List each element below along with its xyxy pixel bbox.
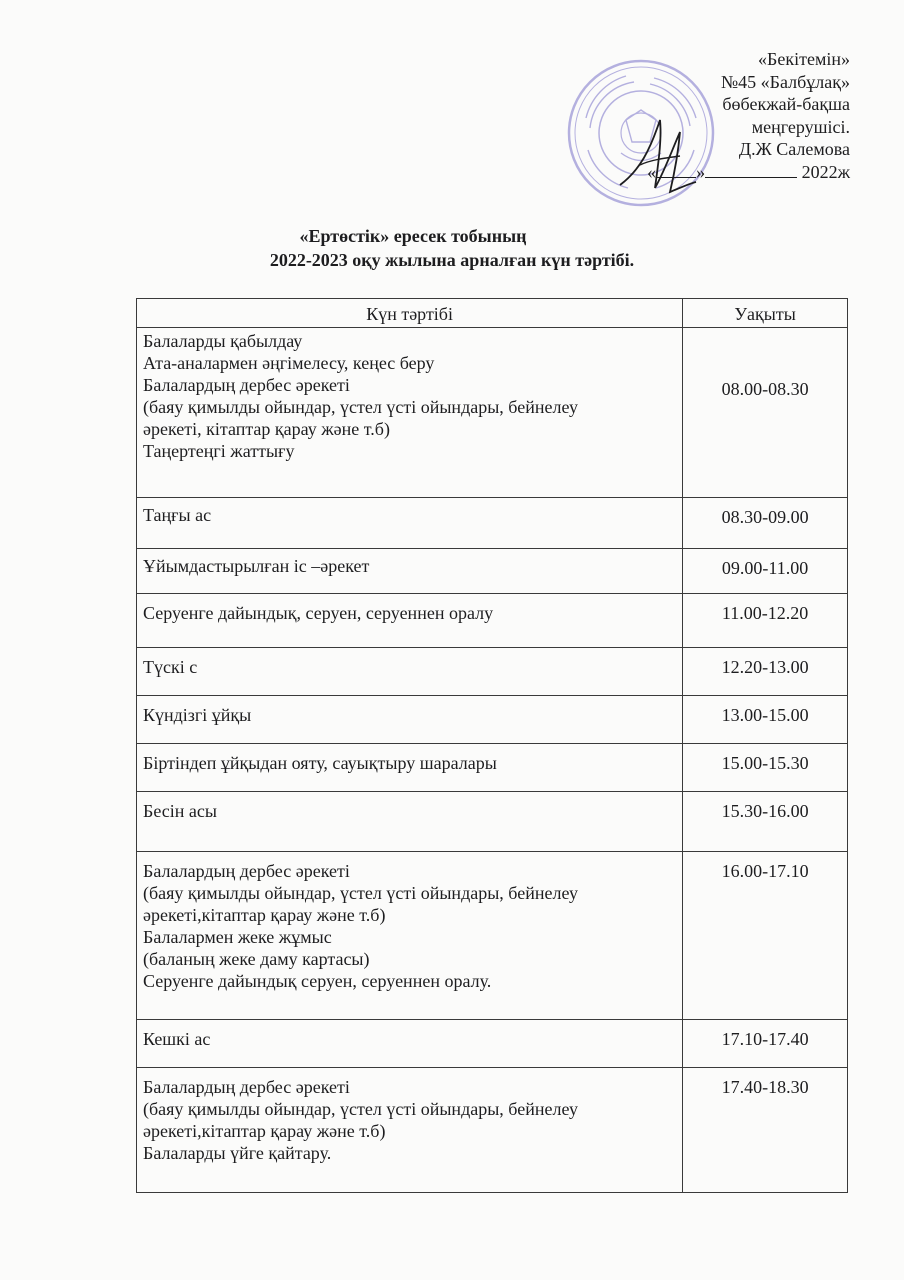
activity-line: Балалардың дербес әрекеті bbox=[143, 1077, 350, 1097]
time-cell: 17.40-18.30 bbox=[683, 1068, 848, 1193]
table-row bbox=[137, 549, 848, 594]
activity-cell bbox=[137, 328, 683, 498]
time-cell: 11.00-12.20 bbox=[683, 594, 848, 648]
table-row bbox=[137, 696, 848, 744]
table-row bbox=[137, 328, 848, 498]
activity-line: Түскі с bbox=[143, 657, 198, 677]
activity-cell bbox=[137, 792, 683, 852]
time-cell: 12.20-13.00 bbox=[683, 648, 848, 696]
activity-line: Балалардың дербес әрекеті bbox=[143, 861, 350, 881]
time-cell: 09.00-11.00 bbox=[683, 549, 848, 594]
table-row bbox=[137, 498, 848, 549]
activity-line: әрекеті,кітаптар қарау және т.б) bbox=[143, 1121, 386, 1141]
activity-line: Кешкі ас bbox=[143, 1029, 211, 1049]
activity-cell bbox=[137, 594, 683, 648]
time-cell: 13.00-15.00 bbox=[683, 696, 848, 744]
date-open-quote: « bbox=[647, 161, 657, 182]
table-row bbox=[137, 792, 848, 852]
table-header-row bbox=[137, 299, 848, 328]
activity-line: Серуенге дайындық, серуен, серуеннен оралу bbox=[143, 603, 494, 623]
activity-line: әрекеті, кітаптар қарау және т.б) bbox=[143, 419, 390, 439]
activity-line: Күндізгі ұйқы bbox=[143, 705, 252, 725]
activity-cell bbox=[137, 549, 683, 594]
time-cell: 08.00-08.30 bbox=[683, 328, 848, 498]
header-activity: Күн тәртібі bbox=[137, 299, 683, 328]
date-day-blank bbox=[656, 161, 696, 178]
approval-line: Д.Ж Салемова bbox=[738, 139, 850, 159]
activity-cell bbox=[137, 696, 683, 744]
activity-line: Балалардың дербес әрекеті bbox=[143, 375, 350, 395]
activity-line: Ұйымдастырылған іс –әрекет bbox=[143, 556, 370, 576]
activity-cell bbox=[137, 744, 683, 792]
activity-line: Серуенге дайындық серуен, серуеннен оралу. bbox=[143, 971, 492, 991]
date-close-quote: » bbox=[696, 161, 706, 182]
title-line-2: 2022-2023 оқу жылына арналған күн тәртібі. bbox=[269, 250, 635, 270]
approval-line: бөбекжай-бақша bbox=[722, 94, 850, 114]
time-cell: 15.30-16.00 bbox=[683, 792, 848, 852]
activity-line: (баланың жеке даму картасы) bbox=[143, 949, 370, 969]
table-row bbox=[137, 744, 848, 792]
activity-cell bbox=[137, 648, 683, 696]
activity-line: Ата-аналармен әңгімелесу, кеңес беру bbox=[143, 353, 435, 373]
activity-cell bbox=[137, 852, 683, 1020]
date-year: 2022ж bbox=[801, 161, 850, 182]
activity-cell bbox=[137, 1020, 683, 1068]
activity-line: Таңертеңгі жаттығу bbox=[143, 441, 295, 461]
time-cell: 16.00-17.10 bbox=[683, 852, 848, 1020]
table-row bbox=[137, 852, 848, 1020]
activity-line: (баяу қимылды ойындар, үстел үсті ойындары, бейнелеу bbox=[143, 883, 578, 903]
activity-line: Балалармен жеке жұмыс bbox=[143, 927, 332, 947]
activity-line: Балаларды үйге қайтару. bbox=[143, 1143, 332, 1163]
table-row bbox=[137, 594, 848, 648]
activity-line: Балаларды қабылдау bbox=[143, 331, 303, 351]
time-cell: 15.00-15.30 bbox=[683, 744, 848, 792]
approval-date-line bbox=[590, 161, 850, 184]
date-month-blank bbox=[705, 161, 797, 178]
title-line-1: «Ертөстік» ересек тобының bbox=[299, 226, 527, 246]
time-cell: 17.10-17.40 bbox=[683, 1020, 848, 1068]
table-row bbox=[137, 1020, 848, 1068]
activity-line: (баяу қимылды ойындар, үстел үсті ойындары, бейнелеу bbox=[143, 397, 578, 417]
approval-line: №45 «Балбұлақ» bbox=[720, 71, 850, 92]
activity-line: Таңғы ас bbox=[143, 505, 212, 525]
header-time: Уақыты bbox=[683, 299, 848, 328]
schedule-table bbox=[136, 298, 848, 1193]
table-row bbox=[137, 648, 848, 696]
approval-line: меңгерушісі. bbox=[751, 116, 850, 137]
approval-line: «Бекітемін» bbox=[758, 49, 850, 69]
activity-cell bbox=[137, 1068, 683, 1193]
approval-block bbox=[590, 48, 850, 183]
table-row bbox=[137, 1068, 848, 1193]
activity-line: (баяу қимылды ойындар, үстел үсті ойындары, бейнелеу bbox=[143, 1099, 578, 1119]
activity-line: Бесін асы bbox=[143, 801, 217, 821]
activity-line: әрекеті,кітаптар қарау және т.б) bbox=[143, 905, 386, 925]
document-title bbox=[0, 224, 904, 272]
time-cell: 08.30-09.00 bbox=[683, 498, 848, 549]
activity-line: Біртіндеп ұйқыдан ояту, сауықтыру шаралары bbox=[143, 753, 497, 773]
activity-cell bbox=[137, 498, 683, 549]
